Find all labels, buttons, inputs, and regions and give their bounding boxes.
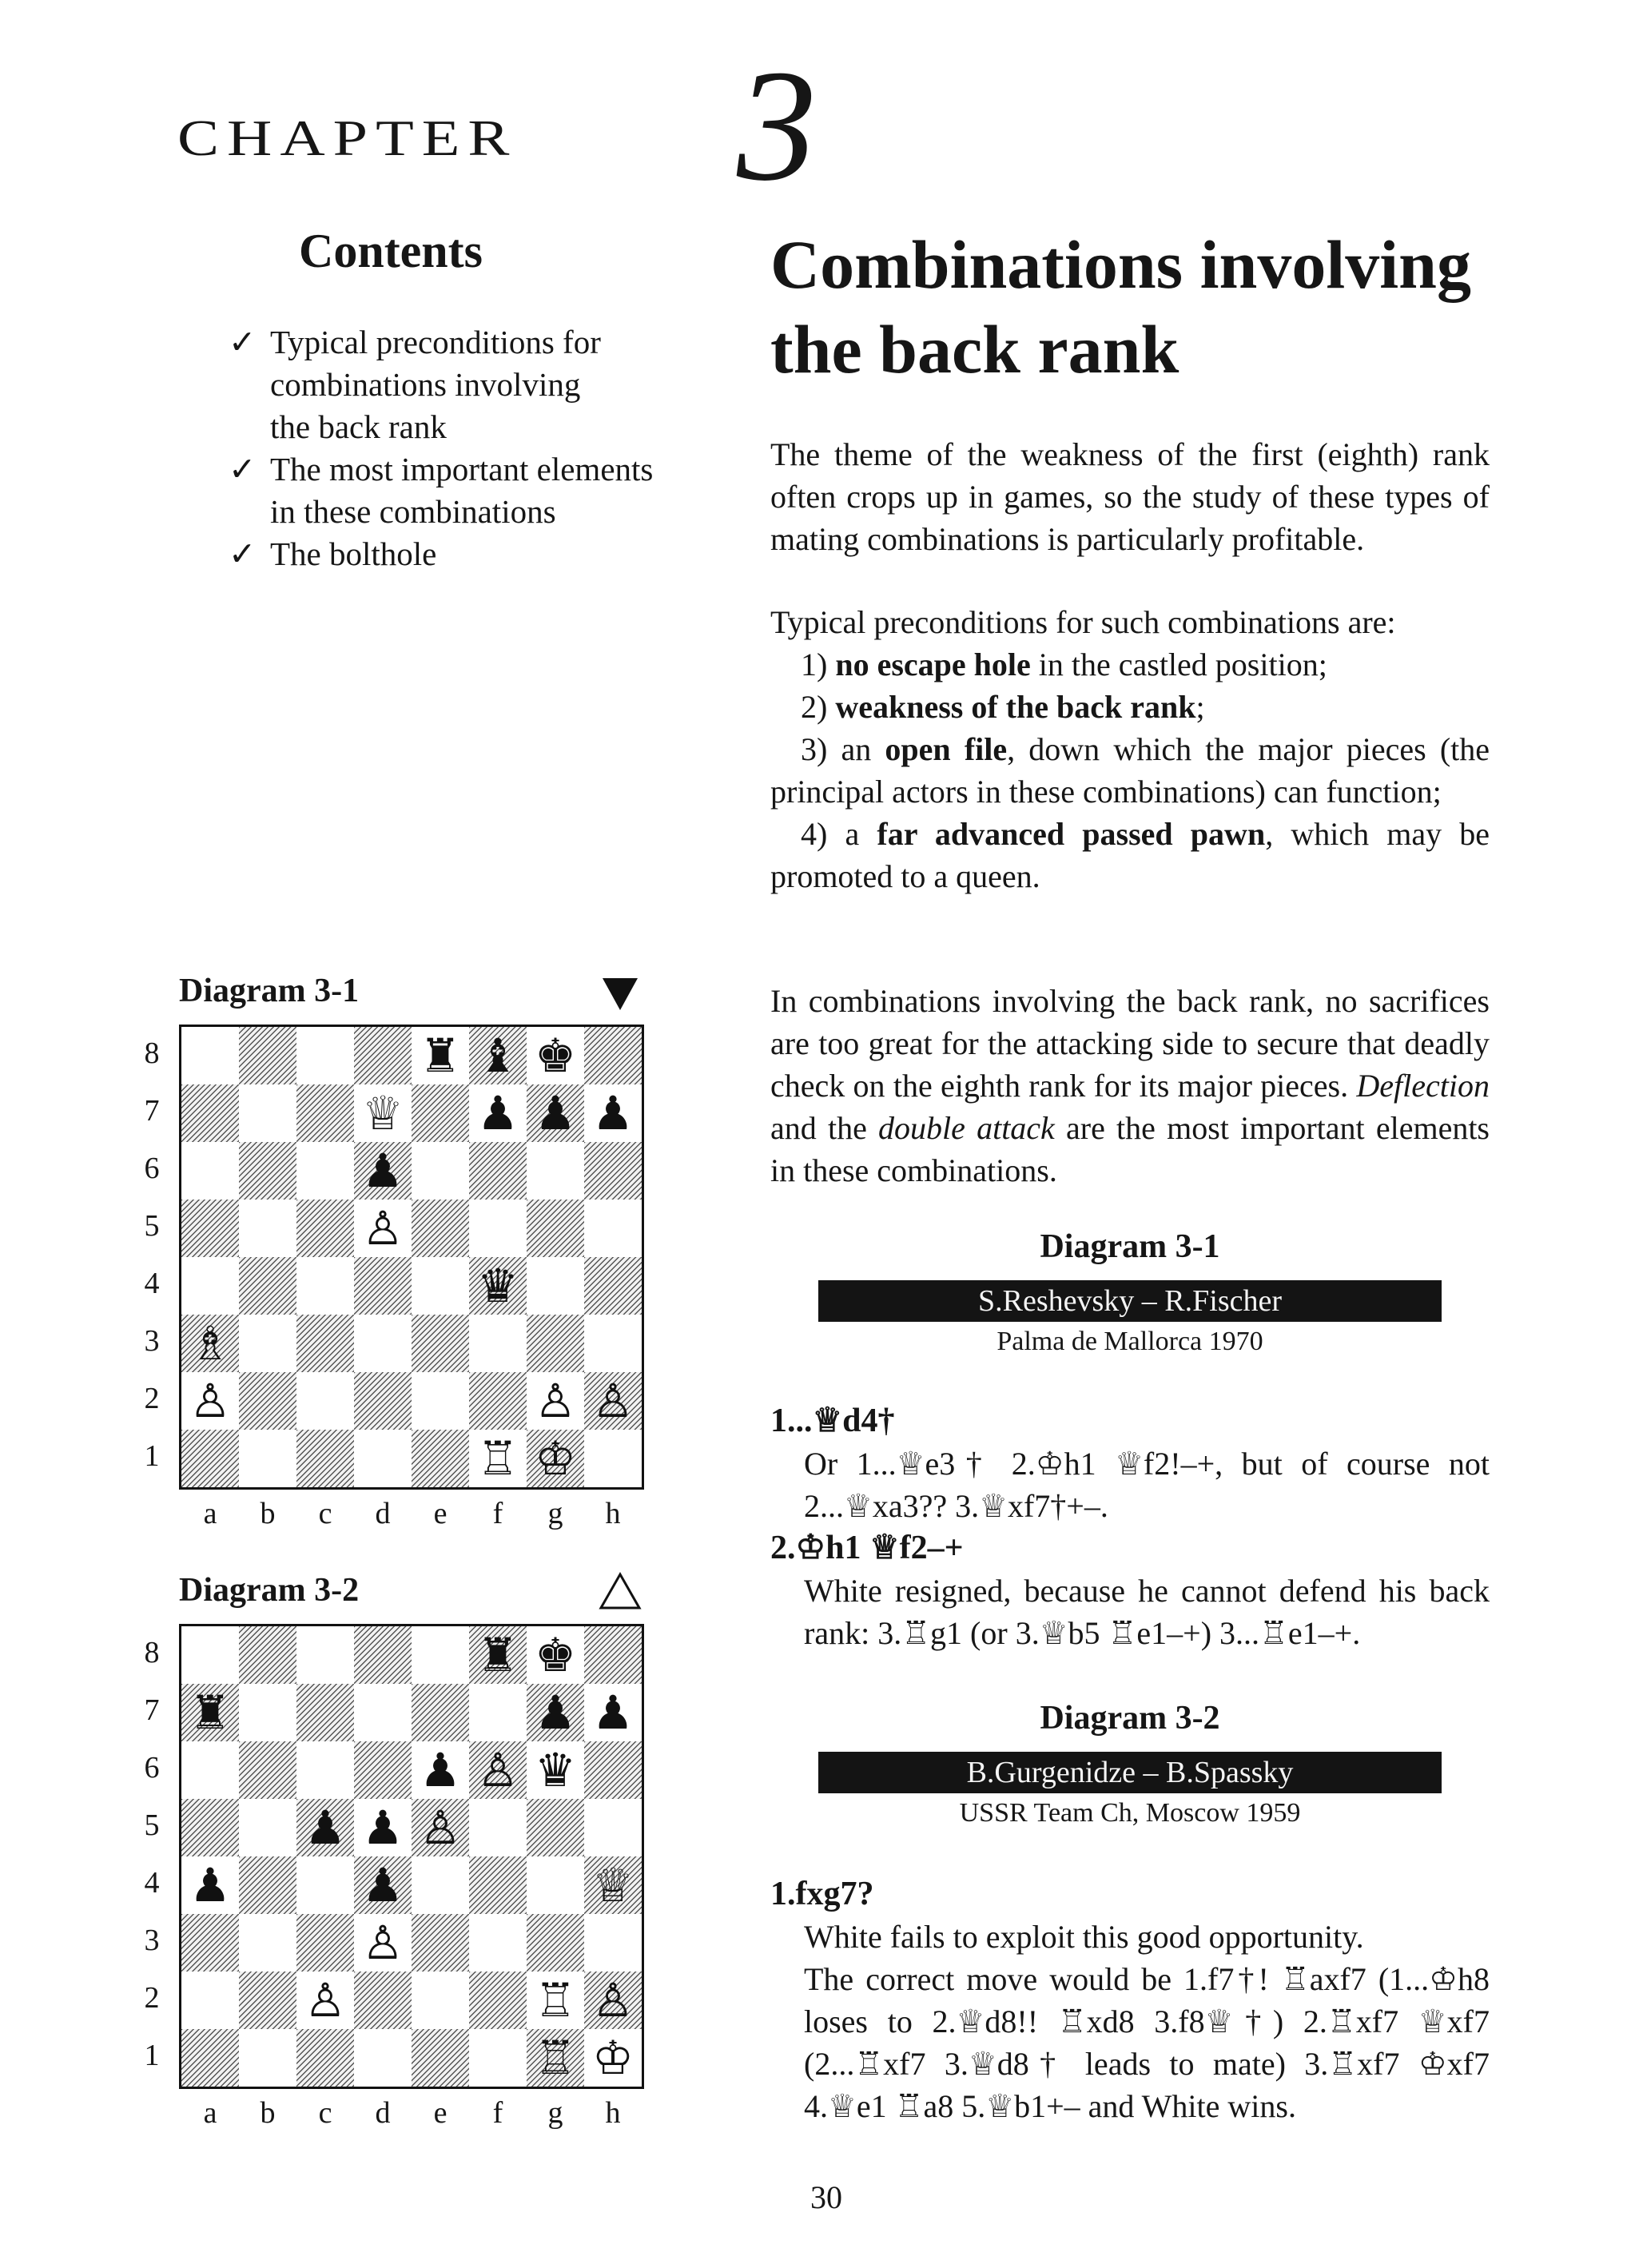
game1-diagram-label: Diagram 3-1 <box>1040 1228 1220 1265</box>
checkmark-icon: ✓ <box>229 535 257 572</box>
square-d7 <box>354 1684 412 1741</box>
black-pawn-icon: ♟ <box>189 1858 231 1912</box>
square-c3 <box>296 1315 354 1372</box>
black-pawn-icon: ♟ <box>535 1086 576 1140</box>
rank-labels: 8 7 6 5 4 3 2 1 <box>144 1037 160 1473</box>
move-line: 1...♕d4† <box>770 1403 895 1439</box>
square-a7 <box>181 1084 239 1142</box>
square-b4 <box>239 1856 296 1914</box>
square-e6 <box>412 1741 469 1799</box>
black-rook-icon: ♜ <box>477 1628 519 1682</box>
square-d2 <box>354 1972 412 2029</box>
black-pawn-icon: ♟ <box>362 1858 404 1912</box>
square-b7 <box>239 1684 296 1741</box>
black-rook-icon: ♜ <box>189 1685 231 1740</box>
square-e4 <box>412 1257 469 1315</box>
square-h8 <box>584 1027 642 1084</box>
square-b7 <box>239 1084 296 1142</box>
square-b6 <box>239 1142 296 1200</box>
square-f1 <box>469 2029 527 2087</box>
square-e4 <box>412 1856 469 1914</box>
black-rook-icon: ♜ <box>420 1029 461 1083</box>
square-d6 <box>354 1142 412 1200</box>
square-a4 <box>181 1257 239 1315</box>
square-c4 <box>296 1856 354 1914</box>
square-f3 <box>469 1315 527 1372</box>
square-h5 <box>584 1200 642 1257</box>
black-king-icon: ♚ <box>535 1029 576 1083</box>
square-h1 <box>584 1430 642 1487</box>
black-pawn-icon: ♟ <box>592 1685 634 1740</box>
square-c6 <box>296 1142 354 1200</box>
white-king-icon: ♔ <box>535 1431 576 1486</box>
square-h7 <box>584 1084 642 1142</box>
square-c1 <box>296 2029 354 2087</box>
square-c7 <box>296 1684 354 1741</box>
square-h2 <box>584 1372 642 1430</box>
square-h3 <box>584 1914 642 1972</box>
square-d8 <box>354 1626 412 1684</box>
square-b8 <box>239 1626 296 1684</box>
contents-list <box>229 321 708 575</box>
black-pawn-icon: ♟ <box>362 1144 404 1198</box>
square-f1 <box>469 1430 527 1487</box>
black-bishop-icon: ♝ <box>477 1029 519 1083</box>
square-g1 <box>527 1430 584 1487</box>
square-a7 <box>181 1684 239 1741</box>
move-note: The correct move would be 1.f7†! ♖axf7 (1...♔h8 loses to 2.♕d8!! ♖xd8 3.f8♕†) 2.♖xf7 ♕xf7 (2...♖xf7 3.♕d8† leads to mate) 3.♖xf7 ♔xf7 4.♕e1 ♖a8 5.♕b1+– and White wins. <box>804 1961 1490 2124</box>
square-f4 <box>469 1856 527 1914</box>
black-pawn-icon: ♟ <box>304 1800 346 1855</box>
white-pawn-icon: ♙ <box>535 1374 576 1428</box>
square-c1 <box>296 1430 354 1487</box>
move-line: 1.fxg7? <box>770 1876 874 1912</box>
square-g4 <box>527 1257 584 1315</box>
square-e8 <box>412 1027 469 1084</box>
precondition-item: 3) an open file, down which the major pieces (the principal actors in these combinations) can function; <box>770 731 1490 810</box>
square-f6 <box>469 1142 527 1200</box>
square-d8 <box>354 1027 412 1084</box>
white-pawn-icon: ♙ <box>592 1973 634 2027</box>
white-king-icon: ♔ <box>592 2031 634 2085</box>
white-rook-icon: ♖ <box>535 1973 576 2027</box>
square-e1 <box>412 2029 469 2087</box>
black-pawn-icon: ♟ <box>362 1800 404 1855</box>
black-queen-icon: ♛ <box>535 1743 576 1797</box>
square-a8 <box>181 1027 239 1084</box>
file-labels: a b c d e f g h <box>203 2096 621 2130</box>
square-e5 <box>412 1799 469 1856</box>
square-g4 <box>527 1856 584 1914</box>
file-labels: a b c d e f g h <box>203 1497 621 1530</box>
page-title: Combinations involving the back rank <box>770 226 1471 388</box>
black-to-move-triangle-icon <box>598 970 642 1015</box>
square-d2 <box>354 1372 412 1430</box>
diagram-label: Diagram 3-2 <box>179 1572 360 1609</box>
square-f5 <box>469 1799 527 1856</box>
square-a4 <box>181 1856 239 1914</box>
square-h6 <box>584 1142 642 1200</box>
square-d1 <box>354 1430 412 1487</box>
white-pawn-icon: ♙ <box>189 1374 231 1428</box>
white-pawn-icon: ♙ <box>420 1800 461 1855</box>
white-pawn-icon: ♙ <box>304 1973 346 2027</box>
square-b4 <box>239 1257 296 1315</box>
square-h3 <box>584 1315 642 1372</box>
square-c6 <box>296 1741 354 1799</box>
square-g3 <box>527 1315 584 1372</box>
square-g5 <box>527 1200 584 1257</box>
white-queen-icon: ♕ <box>362 1086 404 1140</box>
square-h4 <box>584 1257 642 1315</box>
square-g6 <box>527 1741 584 1799</box>
white-rook-icon: ♖ <box>477 1431 519 1486</box>
square-b3 <box>239 1315 296 1372</box>
contents-item: ✓ The most important elements in these combinations <box>229 448 708 533</box>
move-note: White fails to exploit this good opportunity. <box>804 1919 1364 1955</box>
square-g3 <box>527 1914 584 1972</box>
rank-labels: 8 7 6 5 4 3 2 1 <box>144 1636 160 2072</box>
white-pawn-icon: ♙ <box>592 1374 634 1428</box>
chapter-number: 3 <box>737 38 817 214</box>
white-pawn-icon: ♙ <box>362 1201 404 1255</box>
square-b5 <box>239 1200 296 1257</box>
contents-item: ✓ The bolthole <box>229 533 708 575</box>
square-a3 <box>181 1914 239 1972</box>
square-a2 <box>181 1372 239 1430</box>
square-d5 <box>354 1799 412 1856</box>
black-pawn-icon: ♟ <box>535 1685 576 1740</box>
contents-item: ✓ Typical preconditions for combinations involving the back rank <box>229 321 708 448</box>
square-a8 <box>181 1626 239 1684</box>
square-f2 <box>469 1972 527 2029</box>
square-c5 <box>296 1799 354 1856</box>
square-a1 <box>181 1430 239 1487</box>
square-f7 <box>469 1084 527 1142</box>
square-g2 <box>527 1372 584 1430</box>
square-d4 <box>354 1856 412 1914</box>
precondition-item: 2) weakness of the back rank; <box>801 689 1205 725</box>
square-e2 <box>412 1372 469 1430</box>
square-h5 <box>584 1799 642 1856</box>
square-c7 <box>296 1084 354 1142</box>
square-d4 <box>354 1257 412 1315</box>
square-c5 <box>296 1200 354 1257</box>
chess-board <box>179 1025 644 1490</box>
white-rook-icon: ♖ <box>535 2031 576 2085</box>
square-e1 <box>412 1430 469 1487</box>
square-f7 <box>469 1684 527 1741</box>
square-d6 <box>354 1741 412 1799</box>
square-e5 <box>412 1200 469 1257</box>
square-g5 <box>527 1799 584 1856</box>
preconditions-lead: Typical preconditions for such combinations are: <box>770 604 1396 640</box>
contents-title: Contents <box>299 225 483 277</box>
game2-moves <box>770 1873 1490 2127</box>
square-c2 <box>296 1372 354 1430</box>
square-g7 <box>527 1084 584 1142</box>
square-b2 <box>239 1972 296 2029</box>
page-number: 30 <box>810 2179 842 2215</box>
square-f6 <box>469 1741 527 1799</box>
square-b3 <box>239 1914 296 1972</box>
black-pawn-icon: ♟ <box>420 1743 461 1797</box>
square-f8 <box>469 1626 527 1684</box>
game2-venue: USSR Team Ch, Moscow 1959 <box>959 1798 1301 1828</box>
square-c3 <box>296 1914 354 1972</box>
square-d1 <box>354 2029 412 2087</box>
square-h7 <box>584 1684 642 1741</box>
square-f3 <box>469 1914 527 1972</box>
white-queen-icon: ♕ <box>592 1858 634 1912</box>
black-pawn-icon: ♟ <box>592 1086 634 1140</box>
intro-paragraph: The theme of the weakness of the first (eighth) rank often crops up in games, so the study of these types of mating combinations is particularly profitable. <box>770 436 1490 557</box>
square-c2 <box>296 1972 354 2029</box>
square-a3 <box>181 1315 239 1372</box>
square-g1 <box>527 2029 584 2087</box>
square-g7 <box>527 1684 584 1741</box>
game1-players: S.Reshevsky – R.Fischer <box>818 1280 1442 1322</box>
square-g8 <box>527 1626 584 1684</box>
square-e3 <box>412 1914 469 1972</box>
square-e7 <box>412 1684 469 1741</box>
square-b1 <box>239 2029 296 2087</box>
checkmark-icon: ✓ <box>229 451 257 487</box>
square-b5 <box>239 1799 296 1856</box>
square-d3 <box>354 1315 412 1372</box>
move-note: White resigned, because he cannot defend his back rank: 3.♖g1 (or 3.♕b5 ♖e1–+) 3...♖e1–+. <box>804 1573 1490 1651</box>
square-b8 <box>239 1027 296 1084</box>
square-g6 <box>527 1142 584 1200</box>
square-c8 <box>296 1626 354 1684</box>
diagram-label: Diagram 3-1 <box>179 973 360 1009</box>
square-a2 <box>181 1972 239 2029</box>
game2-header <box>770 1694 1490 1833</box>
move-line: 2.♔h1 ♕f2–+ <box>770 1530 964 1566</box>
preconditions-paragraph <box>770 601 1490 897</box>
square-d5 <box>354 1200 412 1257</box>
square-f2 <box>469 1372 527 1430</box>
black-pawn-icon: ♟ <box>477 1086 519 1140</box>
square-a5 <box>181 1799 239 1856</box>
game1-moves <box>770 1400 1490 1654</box>
square-a6 <box>181 1142 239 1200</box>
chapter-word: CHAPTER <box>177 109 518 167</box>
black-queen-icon: ♛ <box>477 1259 519 1313</box>
square-e2 <box>412 1972 469 2029</box>
square-h2 <box>584 1972 642 2029</box>
precondition-item: 1) no escape hole in the castled position; <box>801 647 1327 682</box>
chess-board <box>179 1624 644 2089</box>
game1-venue: Palma de Mallorca 1970 <box>997 1327 1263 1356</box>
square-c8 <box>296 1027 354 1084</box>
checkmark-icon: ✓ <box>229 324 257 360</box>
white-pawn-icon: ♙ <box>477 1743 519 1797</box>
square-h8 <box>584 1626 642 1684</box>
black-king-icon: ♚ <box>535 1628 576 1682</box>
precondition-item: 4) a far advanced passed pawn, which may be promoted to a queen. <box>770 816 1490 894</box>
square-b1 <box>239 1430 296 1487</box>
move-note: Or 1...♕e3† 2.♔h1 ♕f2!–+, but of course not 2...♕xa3?? 3.♕xf7†+–. <box>804 1446 1490 1524</box>
square-a6 <box>181 1741 239 1799</box>
square-f5 <box>469 1200 527 1257</box>
square-a1 <box>181 2029 239 2087</box>
square-d7 <box>354 1084 412 1142</box>
square-f4 <box>469 1257 527 1315</box>
square-e8 <box>412 1626 469 1684</box>
square-c4 <box>296 1257 354 1315</box>
square-b6 <box>239 1741 296 1799</box>
square-b2 <box>239 1372 296 1430</box>
square-g8 <box>527 1027 584 1084</box>
game2-diagram-label: Diagram 3-2 <box>1040 1700 1220 1737</box>
white-to-move-triangle-icon <box>598 1570 642 1614</box>
white-bishop-icon: ♗ <box>189 1316 231 1371</box>
square-e6 <box>412 1142 469 1200</box>
square-e7 <box>412 1084 469 1142</box>
square-g2 <box>527 1972 584 2029</box>
game1-header <box>770 1223 1490 1362</box>
combinations-paragraph: In combinations involving the back rank, no sacrifices are too great for the attacking side to secure that deadly check on the eighth rank for its major pieces. Deflection and the double attack are the most important elements in these combinations. <box>770 983 1490 1188</box>
square-f8 <box>469 1027 527 1084</box>
square-h4 <box>584 1856 642 1914</box>
white-pawn-icon: ♙ <box>362 1916 404 1970</box>
square-e3 <box>412 1315 469 1372</box>
game2-players: B.Gurgenidze – B.Spassky <box>818 1752 1442 1793</box>
square-h6 <box>584 1741 642 1799</box>
square-d3 <box>354 1914 412 1972</box>
square-a5 <box>181 1200 239 1257</box>
square-h1 <box>584 2029 642 2087</box>
